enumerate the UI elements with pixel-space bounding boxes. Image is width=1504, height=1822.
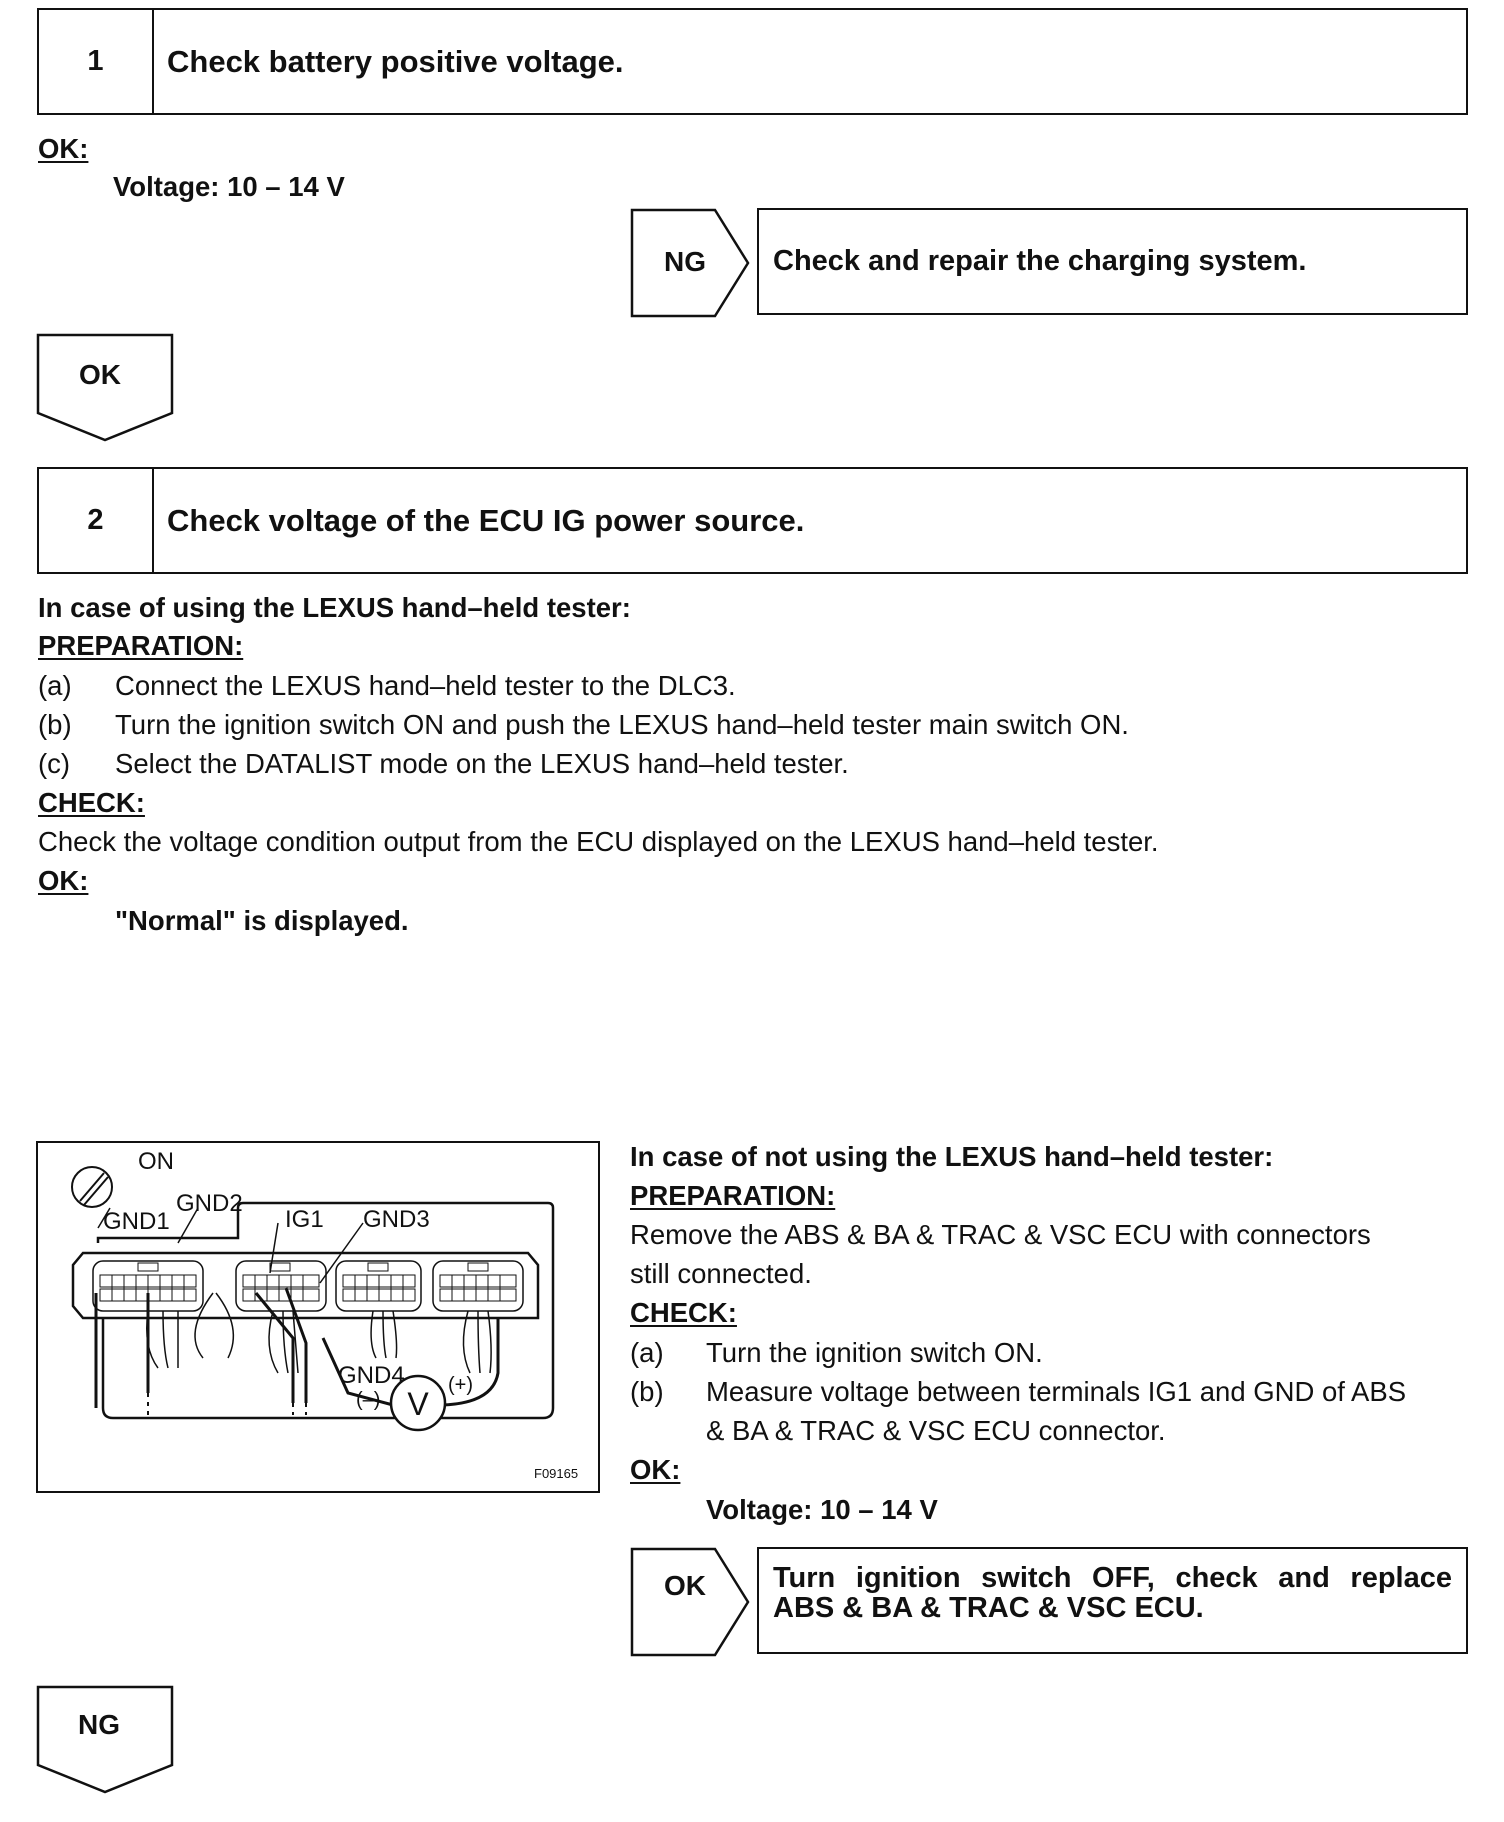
ecu-connector-diagram — [36, 1141, 600, 1493]
step-2-ok-action-line1: Turn ignition switch OFF, check and replace — [773, 1562, 1452, 1594]
step-2-ok-tag: OK — [664, 1570, 706, 1601]
step-1-ng-tag: NG — [664, 246, 706, 277]
ecu-connector-illustration — [38, 1143, 597, 1490]
prep-a-marker: (a) — [38, 670, 72, 701]
label-gnd3: GND3 — [363, 1206, 430, 1233]
prep-c-marker: (c) — [38, 748, 71, 779]
with-tester-prep-label: PREPARATION: — [38, 630, 244, 661]
with-tester-ok-label: OK: — [38, 865, 89, 896]
check-b-line2: & BA & TRAC & VSC ECU connector. — [706, 1415, 1166, 1446]
with-tester-check-label: CHECK: — [38, 787, 145, 818]
prep-a-text: Connect the LEXUS hand–held tester to the DLC3. — [115, 670, 736, 701]
label-gnd4: GND4 — [338, 1362, 405, 1389]
with-tester-heading: In case of using the LEXUS hand–held tester: — [38, 592, 631, 623]
step-1-ng-action: Check and repair the charging system. — [757, 208, 1468, 315]
step-1-box — [37, 8, 1468, 115]
step-2-ng-arrow-label: NG — [78, 1709, 120, 1740]
without-tester-prep-line2: still connected. — [630, 1258, 812, 1289]
prep-b-marker: (b) — [38, 709, 72, 740]
prep-c-text: Select the DATALIST mode on the LEXUS hand–held tester. — [115, 748, 849, 779]
step-2-title: Check voltage of the ECU IG power source. — [167, 502, 805, 538]
step-1-ok-label: OK: — [38, 133, 89, 164]
label-gnd2: GND2 — [176, 1190, 243, 1217]
figure-code: F09165 — [534, 1466, 579, 1481]
step-2-ok-action — [757, 1547, 1468, 1654]
check-a-marker: (a) — [630, 1337, 664, 1368]
ok-flag-icon — [630, 1547, 754, 1657]
step-1-number: 1 — [39, 10, 154, 113]
without-tester-check-label: CHECK: — [630, 1297, 737, 1328]
check-a-text: Turn the ignition switch ON. — [706, 1337, 1043, 1368]
without-tester-ok-value: Voltage: 10 – 14 V — [706, 1494, 938, 1525]
step-2-number: 2 — [39, 469, 154, 572]
check-b-marker: (b) — [630, 1376, 664, 1407]
step-2-box — [37, 467, 1468, 574]
label-gnd1: GND1 — [103, 1208, 170, 1235]
label-plus: (+) — [448, 1374, 473, 1396]
without-tester-ok-label: OK: — [630, 1454, 681, 1485]
without-tester-prep-label: PREPARATION: — [630, 1180, 836, 1211]
label-on: ON — [138, 1148, 174, 1175]
without-tester-prep-line1: Remove the ABS & BA & TRAC & VSC ECU with connectors — [630, 1219, 1371, 1250]
with-tester-ok-value: "Normal" is displayed. — [115, 905, 409, 936]
with-tester-check-text: Check the voltage condition output from the ECU displayed on the LEXUS hand–held tester. — [38, 826, 1159, 857]
step-1-ok-value: Voltage: 10 – 14 V — [113, 171, 345, 202]
label-ig1: IG1 — [285, 1206, 324, 1233]
step-2-ok-action-line2: ABS & BA & TRAC & VSC ECU. — [773, 1592, 1204, 1624]
voltmeter-symbol: V — [407, 1386, 429, 1422]
prep-b-text: Turn the ignition switch ON and push the LEXUS hand–held tester main switch ON. — [115, 709, 1129, 740]
step-1-title: Check battery positive voltage. — [167, 43, 624, 79]
ignition-key-icon — [72, 1167, 112, 1207]
label-minus: (–) — [356, 1389, 381, 1411]
step-1-ok-arrow-label: OK — [79, 359, 121, 390]
check-b-line1: Measure voltage between terminals IG1 and GND of ABS — [706, 1376, 1407, 1407]
without-tester-heading: In case of not using the LEXUS hand–held tester: — [630, 1141, 1274, 1172]
